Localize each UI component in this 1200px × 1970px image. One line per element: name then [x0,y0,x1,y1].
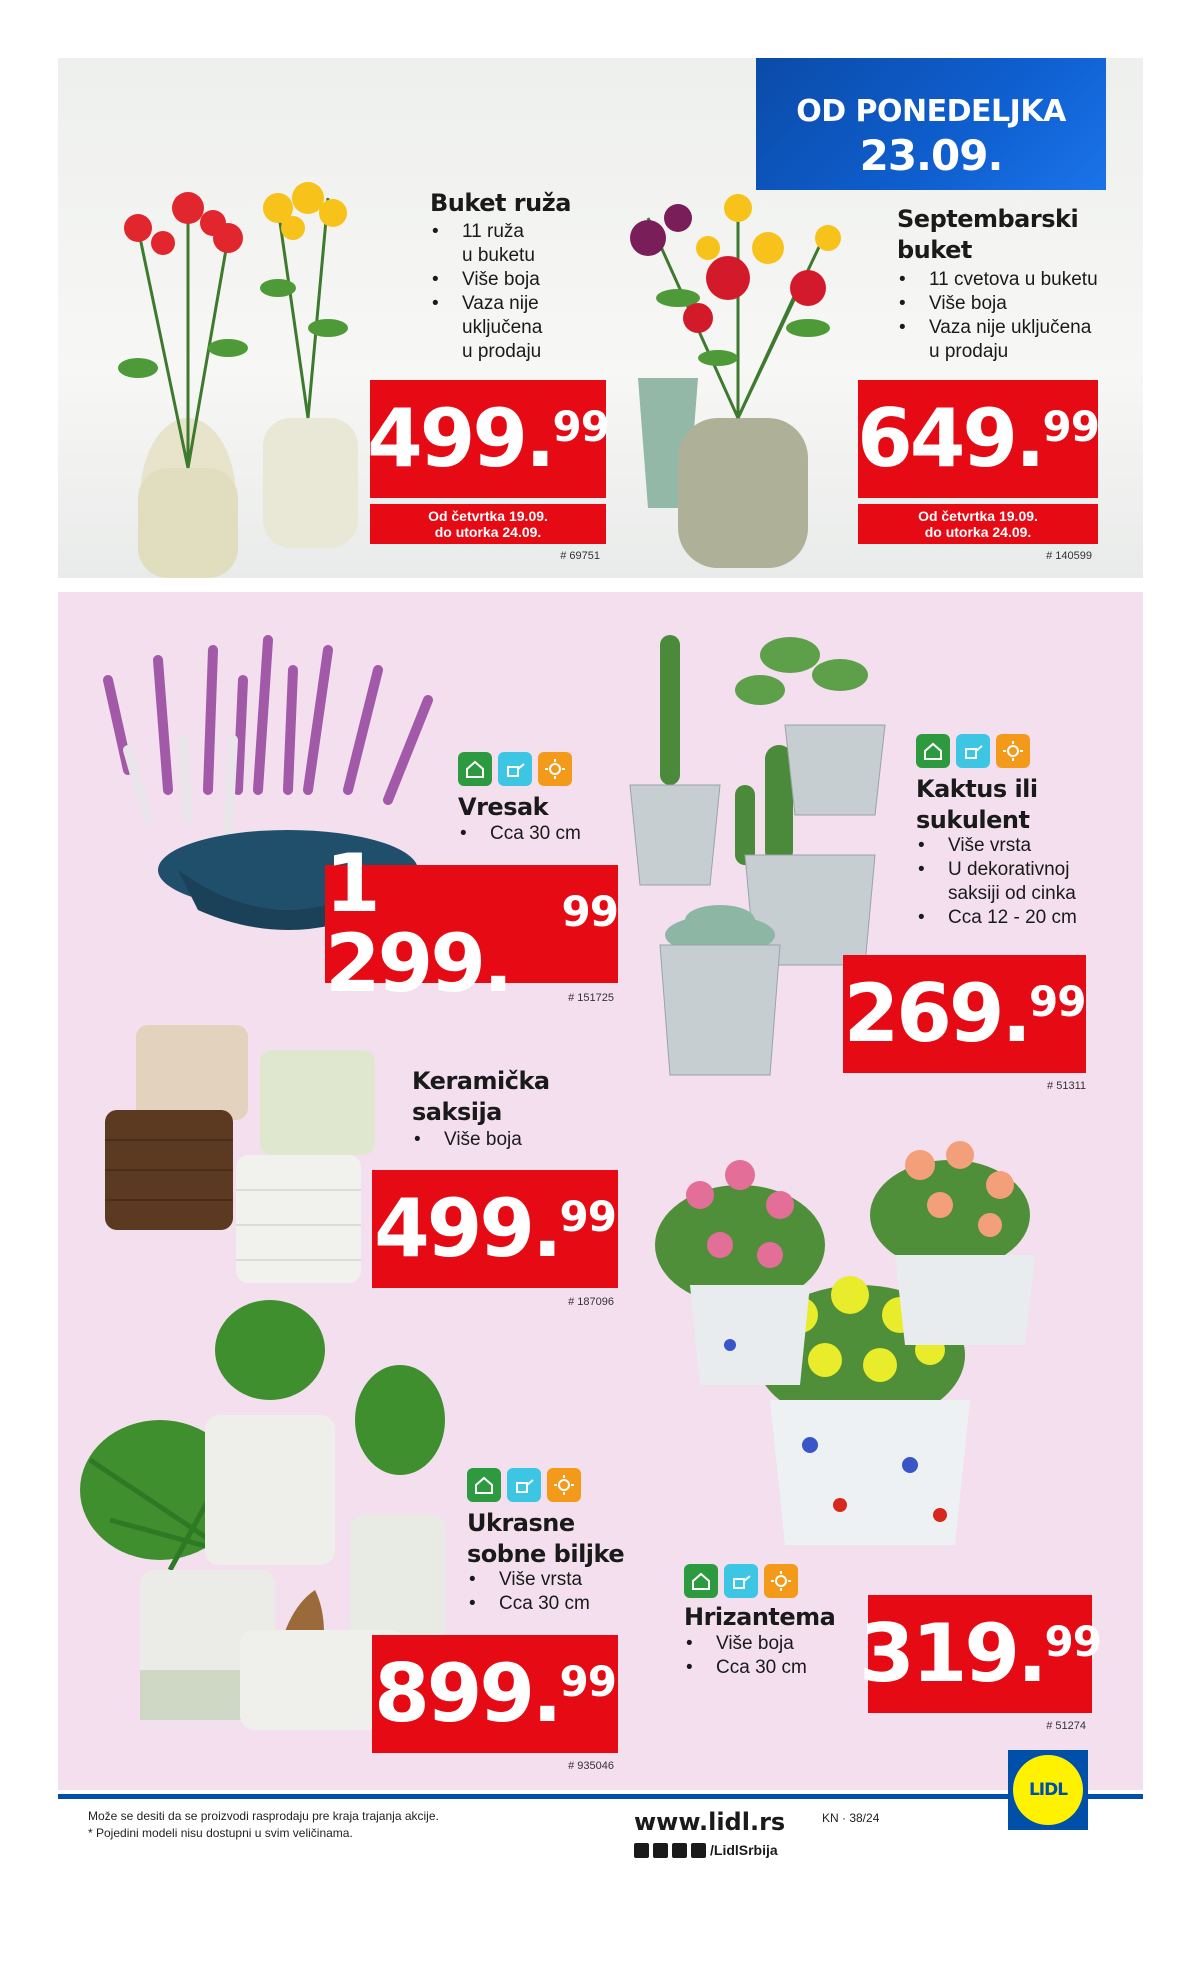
care-icons-cactus [916,734,1030,768]
price-tag-cactus: 269. 99 [843,955,1086,1073]
sku-chrysanthemum: # 51274 [1046,1720,1086,1732]
product-title-cactus: Kaktus ili sukulent [916,775,1038,834]
logo-text: LIDL [1028,1780,1068,1800]
sun-icon [996,734,1030,768]
product-bullets-pot: • Više boja [412,1128,522,1152]
banner-date: 23.09. [859,131,1003,180]
watering-can-icon [956,734,990,768]
validity-roses: Od četvrtka 19.09. do utorka 24.09. [370,504,606,544]
product-bullets-houseplants: • Više vrsta • Cca 30 cm [467,1568,590,1616]
sku-heather: # 151725 [568,992,614,1004]
footer-divider-right [1088,1794,1143,1799]
product-title-heather: Vresak [458,793,549,821]
sku-september: # 140599 [1046,550,1092,562]
watering-can-icon [498,752,532,786]
product-bullets-cactus: • Više vrsta • U dekorativnoj saksiji od cinka • Cca 12 - 20 cm [916,834,1077,930]
social-links [634,1842,778,1858]
product-title-chrysanthemum: Hrizantema [684,1603,836,1631]
house-icon [458,752,492,786]
sun-icon [538,752,572,786]
product-title-roses: Buket ruža [430,189,571,217]
september-bouquet-image [578,178,888,578]
price-tag-roses: 499. 99 [370,380,606,498]
footer-disclaimer: Može se desiti da se proizvodi rasprodaju pre kraja trajanja akcije. * Pojedini modeli nisu dostupni u svim veličinama. [88,1809,439,1840]
watering-can-icon [724,1564,758,1598]
product-bullets-roses: • 11 ruža u buketu • Više boja • Vaza nije uključena u prodaju [430,220,542,364]
care-icons-houseplants [467,1468,581,1502]
price-tag-chrysanthemum: 319. 99 [868,1595,1092,1713]
sun-icon [764,1564,798,1598]
house-icon [916,734,950,768]
price-tag-september: 649. 99 [858,380,1098,498]
facebook-icon[interactable] [634,1843,649,1858]
product-title-september: Septembarski buket [897,205,1079,264]
website-link[interactable]: www.lidl.rs [634,1808,786,1836]
house-icon [467,1468,501,1502]
sku-pot: # 187096 [568,1296,614,1308]
tiktok-icon[interactable] [691,1843,706,1858]
validity-september: Od četvrtka 19.09. do utorka 24.09. [858,504,1098,544]
product-bullets-september: • 11 cvetova u buketu • Više boja • Vaza nije uključena u prodaju [897,268,1098,364]
care-icons-heather [458,752,572,786]
product-title-pot: Keramička saksija [412,1067,550,1126]
sku-roses: # 69751 [560,550,600,562]
social-handle[interactable]: /LidlSrbija [710,1842,778,1858]
watering-can-icon [507,1468,541,1502]
footer-divider [58,1794,1010,1799]
product-bullets-chrysanthemum: • Više boja • Cca 30 cm [684,1632,807,1680]
sku-cactus: # 51311 [1047,1080,1086,1092]
roses-bouquet-image [78,168,378,588]
catalog-code: KN · 38/24 [822,1811,880,1825]
price-tag-pot: 499. 99 [372,1170,618,1288]
price-tag-houseplants: 899. 99 [372,1635,618,1753]
care-icons-chrysanthemum [684,1564,798,1598]
banner-line1: OD PONEDELJKA [796,94,1066,129]
product-title-houseplants: Ukrasne sobne biljke [467,1509,625,1568]
youtube-icon[interactable] [672,1843,687,1858]
sun-icon [547,1468,581,1502]
date-banner [756,58,1106,190]
lidl-logo [1008,1750,1088,1830]
chrysanthemum-plants-image [650,1125,1070,1555]
product-bullets-heather: • Cca 30 cm [458,822,581,846]
house-icon [684,1564,718,1598]
instagram-icon[interactable] [653,1843,668,1858]
ceramic-pots-image [100,1020,380,1290]
sku-houseplants: # 935046 [568,1760,614,1772]
price-tag-heather: 1 299. 99 [325,837,618,1010]
